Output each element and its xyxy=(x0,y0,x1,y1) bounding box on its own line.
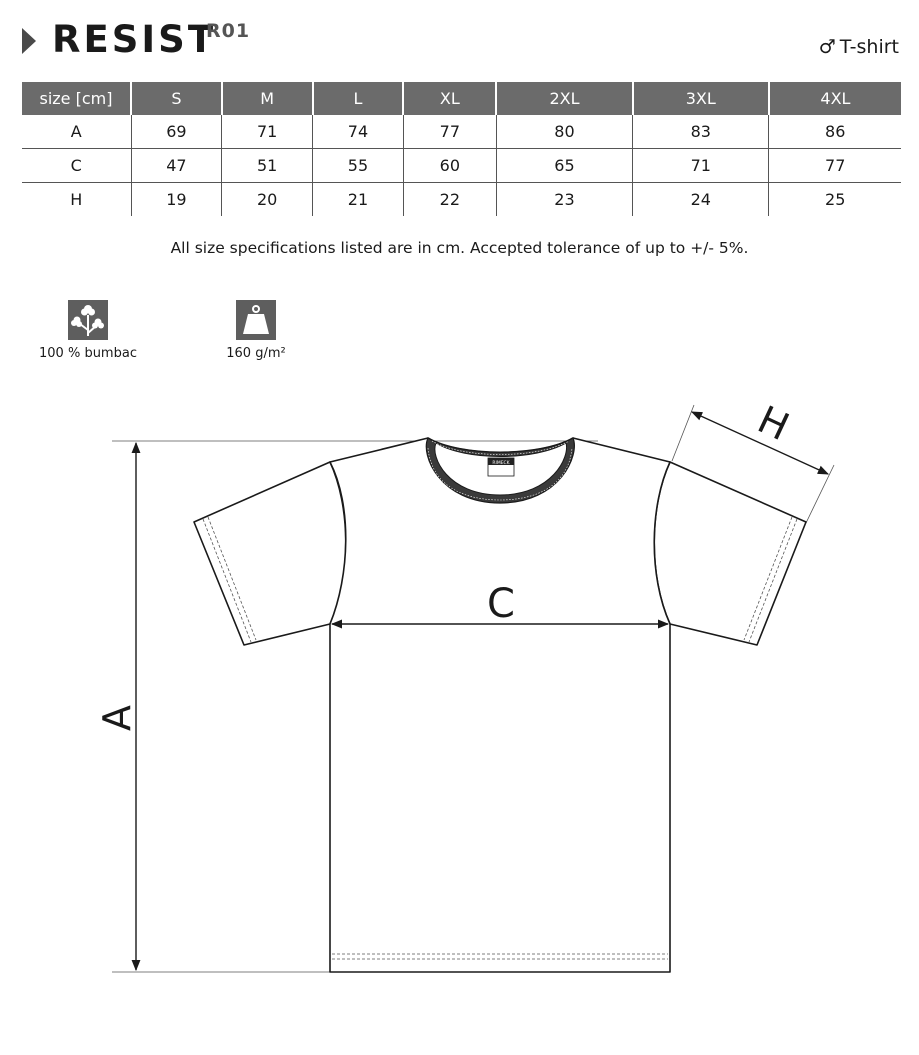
table-cell: 86 xyxy=(769,115,901,149)
table-row xyxy=(22,115,901,149)
weight-feature xyxy=(215,300,297,361)
table-cell: 20 xyxy=(222,183,313,217)
size-column-header: 3XL xyxy=(633,82,769,115)
size-column-header: M xyxy=(222,82,313,115)
table-cell: 80 xyxy=(496,115,632,149)
size-column-header: S xyxy=(131,82,222,115)
dimension-c-label: C xyxy=(487,581,515,627)
table-cell: 21 xyxy=(313,183,404,217)
product-name: RESIST xyxy=(52,18,217,61)
product-code: R01 xyxy=(206,20,251,42)
product-type xyxy=(819,36,899,58)
tshirt-diagram xyxy=(0,395,919,985)
weight-label: 160 g/m² xyxy=(226,346,286,361)
male-symbol-icon: ♂ xyxy=(818,36,836,58)
product-type-label: T-shirt xyxy=(839,36,899,58)
size-table xyxy=(22,82,901,216)
material-label: 100 % bumbac xyxy=(39,346,137,361)
table-cell: 69 xyxy=(131,115,222,149)
table-cell: 22 xyxy=(403,183,496,217)
size-corner-label: size [cm] xyxy=(22,82,131,115)
size-header-row xyxy=(22,82,901,115)
page-header xyxy=(0,0,919,72)
table-cell: 71 xyxy=(633,149,769,183)
title-arrow-icon xyxy=(22,28,36,54)
material-feature xyxy=(34,300,142,361)
dimension-h-label: H xyxy=(751,397,796,450)
table-cell: 60 xyxy=(403,149,496,183)
table-cell: 55 xyxy=(313,149,404,183)
neck-label-brand: RIMECK xyxy=(492,461,510,466)
size-column-header: XL xyxy=(403,82,496,115)
table-cell: 83 xyxy=(633,115,769,149)
table-cell: 19 xyxy=(131,183,222,217)
table-row xyxy=(22,149,901,183)
dimension-a-label: A xyxy=(95,705,139,731)
table-row xyxy=(22,183,901,217)
measure-label: C xyxy=(22,149,131,183)
table-cell: 23 xyxy=(496,183,632,217)
size-column-header: L xyxy=(313,82,404,115)
size-column-header: 2XL xyxy=(496,82,632,115)
table-cell: 51 xyxy=(222,149,313,183)
table-cell: 47 xyxy=(131,149,222,183)
table-cell: 24 xyxy=(633,183,769,217)
table-cell: 77 xyxy=(769,149,901,183)
measure-label: H xyxy=(70,190,83,209)
table-cell: 25 xyxy=(769,183,901,217)
table-cell: 71 xyxy=(222,115,313,149)
tshirt-outline xyxy=(194,438,806,972)
table-cell: 74 xyxy=(313,115,404,149)
table-cell: 65 xyxy=(496,149,632,183)
measure-label: A xyxy=(22,115,131,149)
size-column-header: 4XL xyxy=(769,82,901,115)
weight-icon xyxy=(236,300,276,340)
table-cell: 77 xyxy=(403,115,496,149)
cotton-plant-icon xyxy=(68,300,108,340)
tolerance-note: All size specifications listed are in cm. Accepted tolerance of up to +/- 5%. xyxy=(170,239,749,257)
